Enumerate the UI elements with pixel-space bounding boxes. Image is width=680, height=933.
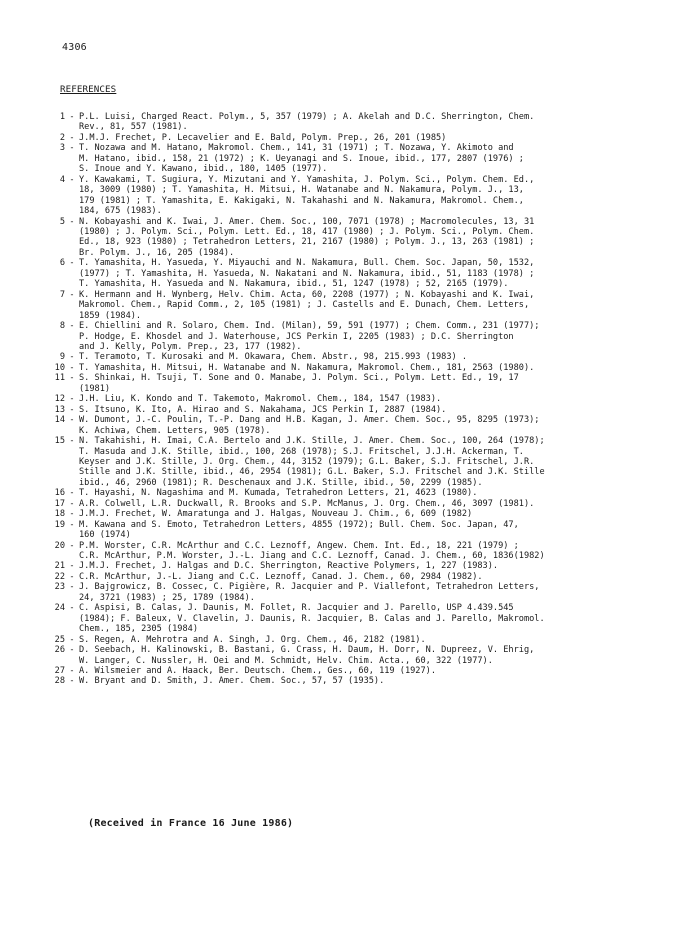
- reference-number: 13: [54, 404, 65, 415]
- reference-line: J.M.J. Frechet, J. Halgas and D.C. Sherrington, Reactive Polymers, 1, 227 (1983).: [79, 561, 499, 572]
- reference-text: [79, 603, 652, 634]
- reference-dash: -: [69, 352, 75, 363]
- reference-entry: [52, 676, 652, 686]
- references-heading: REFERENCES: [60, 84, 117, 95]
- reference-entry: [52, 541, 652, 562]
- reference-line: K. Achiwa, Chem. Letters, 905 (1978).: [79, 425, 271, 436]
- reference-text: [79, 133, 652, 143]
- reference-line: P.M. Worster, C.R. McArthur and C.C. Leznoff, Angew. Chem. Int. Ed., 18, 221 (1979) ;: [79, 540, 519, 551]
- reference-entry: [52, 321, 652, 352]
- reference-entry: [52, 363, 652, 373]
- reference-line: J. Bajgrowicz, B. Cossec, C. Pigière, R. Jacquier and P. Viallefont, Tetrahedron Letters,: [79, 582, 540, 593]
- reference-text: [79, 394, 652, 404]
- reference-text: [79, 321, 652, 352]
- reference-dash: -: [69, 373, 75, 384]
- reference-entry: [52, 258, 652, 289]
- reference-dash: -: [69, 634, 75, 645]
- reference-text: [79, 363, 652, 373]
- reference-line: C.R. McArthur, P.M. Worster, J.-L. Jiang and C.C. Leznoff, Canad. J. Chem., 60, 1836(1982): [79, 551, 545, 562]
- reference-dash: -: [69, 321, 75, 332]
- reference-line: N. Takahishi, H. Imai, C.A. Bertelo and J.K. Stille, J. Amer. Chem. Soc., 100, 264 (1978);: [79, 436, 545, 447]
- reference-entry: [52, 645, 652, 666]
- reference-entry: [52, 436, 652, 488]
- reference-dash: -: [69, 561, 75, 572]
- reference-entry: [52, 112, 652, 133]
- reference-entry: [52, 415, 652, 436]
- reference-line: S. Regen, A. Mehrotra and A. Singh, J. Org. Chem., 46, 2182 (1981).: [79, 634, 426, 645]
- reference-dash: -: [69, 216, 75, 227]
- reference-dash: -: [69, 582, 75, 593]
- reference-text: [79, 436, 652, 488]
- reference-text: [79, 258, 652, 289]
- reference-entry: [52, 520, 652, 541]
- reference-line: Stille and J.K. Stille, ibid., 46, 2954 (1981); G.L. Baker, S.J. Fritschel and J.K. Stille: [79, 467, 545, 478]
- reference-line: S. Shinkai, H. Tsuji, T. Sone and O. Manabe, J. Polym. Sci., Polym. Lett. Ed., 19, 17: [79, 373, 519, 384]
- reference-text: [79, 373, 652, 394]
- reference-line: J.M.J. Frechet, W. Amaratunga and J. Halgas, Nouveau J. Chim., 6, 609 (1982): [79, 509, 473, 520]
- reference-entry: [52, 603, 652, 634]
- reference-dash: -: [69, 436, 75, 447]
- reference-entry: [52, 635, 652, 645]
- reference-text: [79, 352, 652, 362]
- reference-number: 27: [54, 666, 65, 677]
- reference-line: T. Nozawa and M. Hatano, Makromol. Chem., 141, 31 (1971) ; T. Nozawa, Y. Akimoto and: [79, 143, 514, 154]
- reference-entry: [52, 582, 652, 603]
- reference-dash: -: [69, 289, 75, 300]
- reference-line: C.R. McArthur, J.-L. Jiang and C.C. Leznoff, Canad. J. Chem., 60, 2984 (1982).: [79, 571, 483, 582]
- reference-line: and J. Kelly, Polym. Prep., 23, 177 (1982).: [79, 341, 302, 352]
- reference-dash: -: [69, 143, 75, 154]
- reference-line: W. Langer, C. Nussler, H. Oei and M. Schmidt, Helv. Chim. Acta., 60, 322 (1977).: [79, 655, 493, 666]
- reference-number: 25: [54, 634, 65, 645]
- reference-text: [79, 645, 652, 666]
- reference-line: T. Yamashita, H. Yasueda, Y. Miyauchi and N. Nakamura, Bull. Chem. Soc. Japan, 50, 1532,: [79, 258, 535, 269]
- reference-number: 4: [59, 174, 65, 185]
- reference-number: 19: [54, 519, 65, 530]
- reference-line: 184, 675 (1983).: [79, 206, 162, 217]
- reference-line: Br. Polym. J., 16, 205 (1984).: [79, 247, 235, 258]
- page-number: 4306: [62, 42, 87, 53]
- reference-dash: -: [69, 645, 75, 656]
- reference-line: W. Bryant and D. Smith, J. Amer. Chem. Soc., 57, 57 (1935).: [79, 676, 385, 687]
- reference-line: Ed., 18, 923 (1980) ; Tetrahedron Letters, 21, 2167 (1980) ; Polym. J., 13, 263 (1981) ;: [79, 237, 535, 248]
- reference-line: K. Hermann and H. Wynberg, Helv. Chim. Acta, 60, 2208 (1977) ; N. Kobayashi and K. Iwai,: [79, 289, 535, 300]
- reference-dash: -: [69, 404, 75, 415]
- reference-text: [79, 112, 652, 133]
- reference-entry: [52, 143, 652, 174]
- reference-number: 15: [54, 436, 65, 447]
- reference-dash: -: [69, 112, 75, 122]
- reference-line: Makromol. Chem., Rapid Comm., 2, 105 (1981) ; J. Castells and E. Dunach, Chem. Letters,: [79, 300, 530, 311]
- reference-text: [79, 488, 652, 498]
- reference-dash: -: [69, 540, 75, 551]
- reference-entry: [52, 175, 652, 217]
- reference-text: [79, 541, 652, 562]
- reference-line: (1984); F. Baleux, V. Clavelin, J. Daunis, R. Jacquier, B. Calas and J. Parello, Makromol.: [79, 613, 545, 624]
- reference-dash: -: [69, 571, 75, 582]
- reference-line: 24, 3721 (1983) ; 25, 1789 (1984).: [79, 592, 255, 603]
- reference-line: S. Inoue and Y. Kawano, ibid., 180, 1405 (1977).: [79, 164, 328, 175]
- reference-number: 8: [59, 321, 65, 332]
- reference-line: Y. Kawakami, T. Sugiura, Y. Mizutani and Y. Yamashita, J. Polym. Sci., Polym. Chem. Ed.,: [79, 174, 535, 185]
- reference-line: C. Aspisi, B. Calas, J. Daunis, M. Follet, R. Jacquier and J. Parello, USP 4.439.545: [79, 603, 514, 614]
- reference-line: M. Hatano, ibid., 158, 21 (1972) ; K. Ueyanagi and S. Inoue, ibid., 177, 2807 (1976) ;: [79, 153, 524, 164]
- reference-dash: -: [69, 488, 75, 499]
- reference-line: D. Seebach, H. Kalinowski, B. Bastani, G. Crass, H. Daum, H. Dorr, N. Dupreez, V. Ehrig,: [79, 645, 535, 656]
- reference-number: 26: [54, 645, 65, 656]
- reference-list: [52, 112, 652, 687]
- reference-text: [79, 405, 652, 415]
- reference-dash: -: [69, 666, 75, 677]
- reference-text: [79, 509, 652, 519]
- reference-number: 16: [54, 488, 65, 499]
- reference-line: E. Chiellini and R. Solaro, Chem. Ind. (Milan), 59, 591 (1977) ; Chem. Comm., 231 (1977);: [79, 321, 540, 332]
- reference-number: 9: [59, 352, 65, 363]
- reference-line: (1980) ; J. Polym. Sci., Polym. Lett. Ed., 18, 417 (1980) ; J. Polym. Sci., Polym. Chem.: [79, 226, 535, 237]
- reference-number: 11: [54, 373, 65, 384]
- reference-line: Keyser and J.K. Stille, J. Org. Chem., 44, 3152 (1979); G.L. Baker, S.J. Fritschel, J.R.: [79, 456, 535, 467]
- reference-line: 18, 3009 (1980) ; T. Yamashita, H. Mitsui, H. Watanabe and N. Nakamura, Polym. J., 13,: [79, 185, 524, 196]
- reference-number: 23: [54, 582, 65, 593]
- reference-line: T. Yamashita, H. Yasueda and N. Nakamura, ibid., 51, 1247 (1978) ; 52, 2165 (1979).: [79, 279, 509, 290]
- reference-number: 14: [54, 415, 65, 426]
- reference-entry: [52, 405, 652, 415]
- reference-entry: [52, 666, 652, 676]
- reference-number: 28: [54, 676, 65, 687]
- reference-text: [79, 143, 652, 174]
- reference-line: J.M.J. Frechet, P. Lecavelier and E. Bald, Polym. Prep., 26, 201 (1985): [79, 132, 447, 143]
- reference-number: 10: [54, 362, 65, 373]
- reference-text: [79, 499, 652, 509]
- reference-dash: -: [69, 362, 75, 373]
- reference-number: 7: [59, 289, 65, 300]
- reference-entry: [52, 290, 652, 321]
- reference-entry: [52, 352, 652, 362]
- reference-line: P. Hodge, E. Khosdel and J. Waterhouse, JCS Perkin I, 2205 (1983) ; D.C. Sherrington: [79, 331, 514, 342]
- reference-text: [79, 561, 652, 571]
- reference-dash: -: [69, 519, 75, 530]
- reference-line: S. Itsuno, K. Ito, A. Hirao and S. Nakahama, JCS Perkin I, 2887 (1984).: [79, 404, 447, 415]
- reference-text: [79, 582, 652, 603]
- reference-number: 12: [54, 394, 65, 405]
- reference-text: [79, 635, 652, 645]
- reference-entry: [52, 373, 652, 394]
- reference-line: Chem., 185, 2305 (1984): [79, 624, 198, 635]
- reference-line: N. Kobayashi and K. Iwai, J. Amer. Chem. Soc., 100, 7071 (1978) ; Macromolecules, 13, 31: [79, 216, 535, 227]
- reference-dash: -: [69, 174, 75, 185]
- reference-dash: -: [69, 603, 75, 614]
- reference-dash: -: [69, 509, 75, 520]
- reference-line: A. Wilsmeier and A. Haack, Ber. Deutsch. Chem., Ges., 60, 119 (1927).: [79, 666, 436, 677]
- reference-text: [79, 666, 652, 676]
- reference-text: [79, 572, 652, 582]
- reference-text: [79, 217, 652, 259]
- reference-text: [79, 175, 652, 217]
- reference-line: 179 (1981) ; T. Yamashita, E. Kakigaki, N. Takahashi and N. Nakamura, Makromol. Chem.,: [79, 195, 524, 206]
- reference-line: 160 (1974): [79, 530, 131, 541]
- reference-dash: -: [69, 676, 75, 687]
- reference-number: 21: [54, 561, 65, 572]
- reference-number: 17: [54, 498, 65, 509]
- reference-entry: [52, 509, 652, 519]
- reference-line: ibid., 46, 2960 (1981); R. Deschenaux and J.K. Stille, ibid., 50, 2299 (1985).: [79, 477, 483, 488]
- reference-line: T. Masuda and J.K. Stille, ibid., 100, 268 (1978); S.J. Fritschel, J.J.H. Ackerman, T.: [79, 446, 524, 457]
- reference-line: (1977) ; T. Yamashita, H. Yasueda, N. Nakatani and N. Nakamura, ibid., 51, 1183 (1978) ;: [79, 268, 535, 279]
- reference-dash: -: [69, 498, 75, 509]
- reference-entry: [52, 572, 652, 582]
- reference-dash: -: [69, 415, 75, 426]
- reference-number: 2: [59, 132, 65, 143]
- reference-number: 22: [54, 571, 65, 582]
- reference-line: (1981): [79, 383, 111, 394]
- reference-entry: [52, 499, 652, 509]
- reference-entry: [52, 488, 652, 498]
- reference-number: 3: [59, 143, 65, 154]
- reference-number: 1: [59, 112, 65, 122]
- reference-line: Rev., 81, 557 (1981).: [79, 122, 188, 133]
- reference-line: T. Hayashi, N. Nagashima and M. Kumada, Tetrahedron Letters, 21, 4623 (1980).: [79, 488, 478, 499]
- reference-line: J.H. Liu, K. Kondo and T. Takemoto, Makromol. Chem., 184, 1547 (1983).: [79, 394, 442, 405]
- reference-line: T. Teramoto, T. Kurosaki and M. Okawara, Chem. Abstr., 98, 215.993 (1983) .: [79, 352, 468, 363]
- received-date: (Received in France 16 June 1986): [88, 818, 294, 829]
- reference-entry: [52, 133, 652, 143]
- reference-number: 18: [54, 509, 65, 520]
- reference-text: [79, 676, 652, 686]
- reference-entry: [52, 394, 652, 404]
- reference-dash: -: [69, 258, 75, 269]
- reference-text: [79, 520, 652, 541]
- reference-number: 24: [54, 603, 65, 614]
- reference-text: [79, 415, 652, 436]
- reference-line: W. Dumont, J.-C. Poulin, T.-P. Dang and H.B. Kagan, J. Amer. Chem. Soc., 95, 8295 (1973);: [79, 415, 540, 426]
- reference-entry: [52, 561, 652, 571]
- reference-line: P.L. Luisi, Charged React. Polym., 5, 357 (1979) ; A. Akelah and D.C. Sherrington, Chem.: [79, 112, 535, 122]
- reference-line: A.R. Colwell, L.R. Duckwall, R. Brooks and S.P. McManus, J. Org. Chem., 46, 3097 (1981).: [79, 498, 535, 509]
- reference-line: T. Yamashita, H. Mitsui, H. Watanabe and N. Nakamura, Makromol. Chem., 181, 2563 (1980).: [79, 362, 535, 373]
- reference-text: [79, 290, 652, 321]
- reference-entry: [52, 217, 652, 259]
- reference-line: M. Kawana and S. Emoto, Tetrahedron Letters, 4855 (1972); Bull. Chem. Soc. Japan, 47,: [79, 519, 519, 530]
- reference-number: 20: [54, 540, 65, 551]
- reference-number: 5: [59, 216, 65, 227]
- reference-line: 1859 (1984).: [79, 310, 142, 321]
- reference-dash: -: [69, 132, 75, 143]
- reference-dash: -: [69, 394, 75, 405]
- reference-number: 6: [59, 258, 65, 269]
